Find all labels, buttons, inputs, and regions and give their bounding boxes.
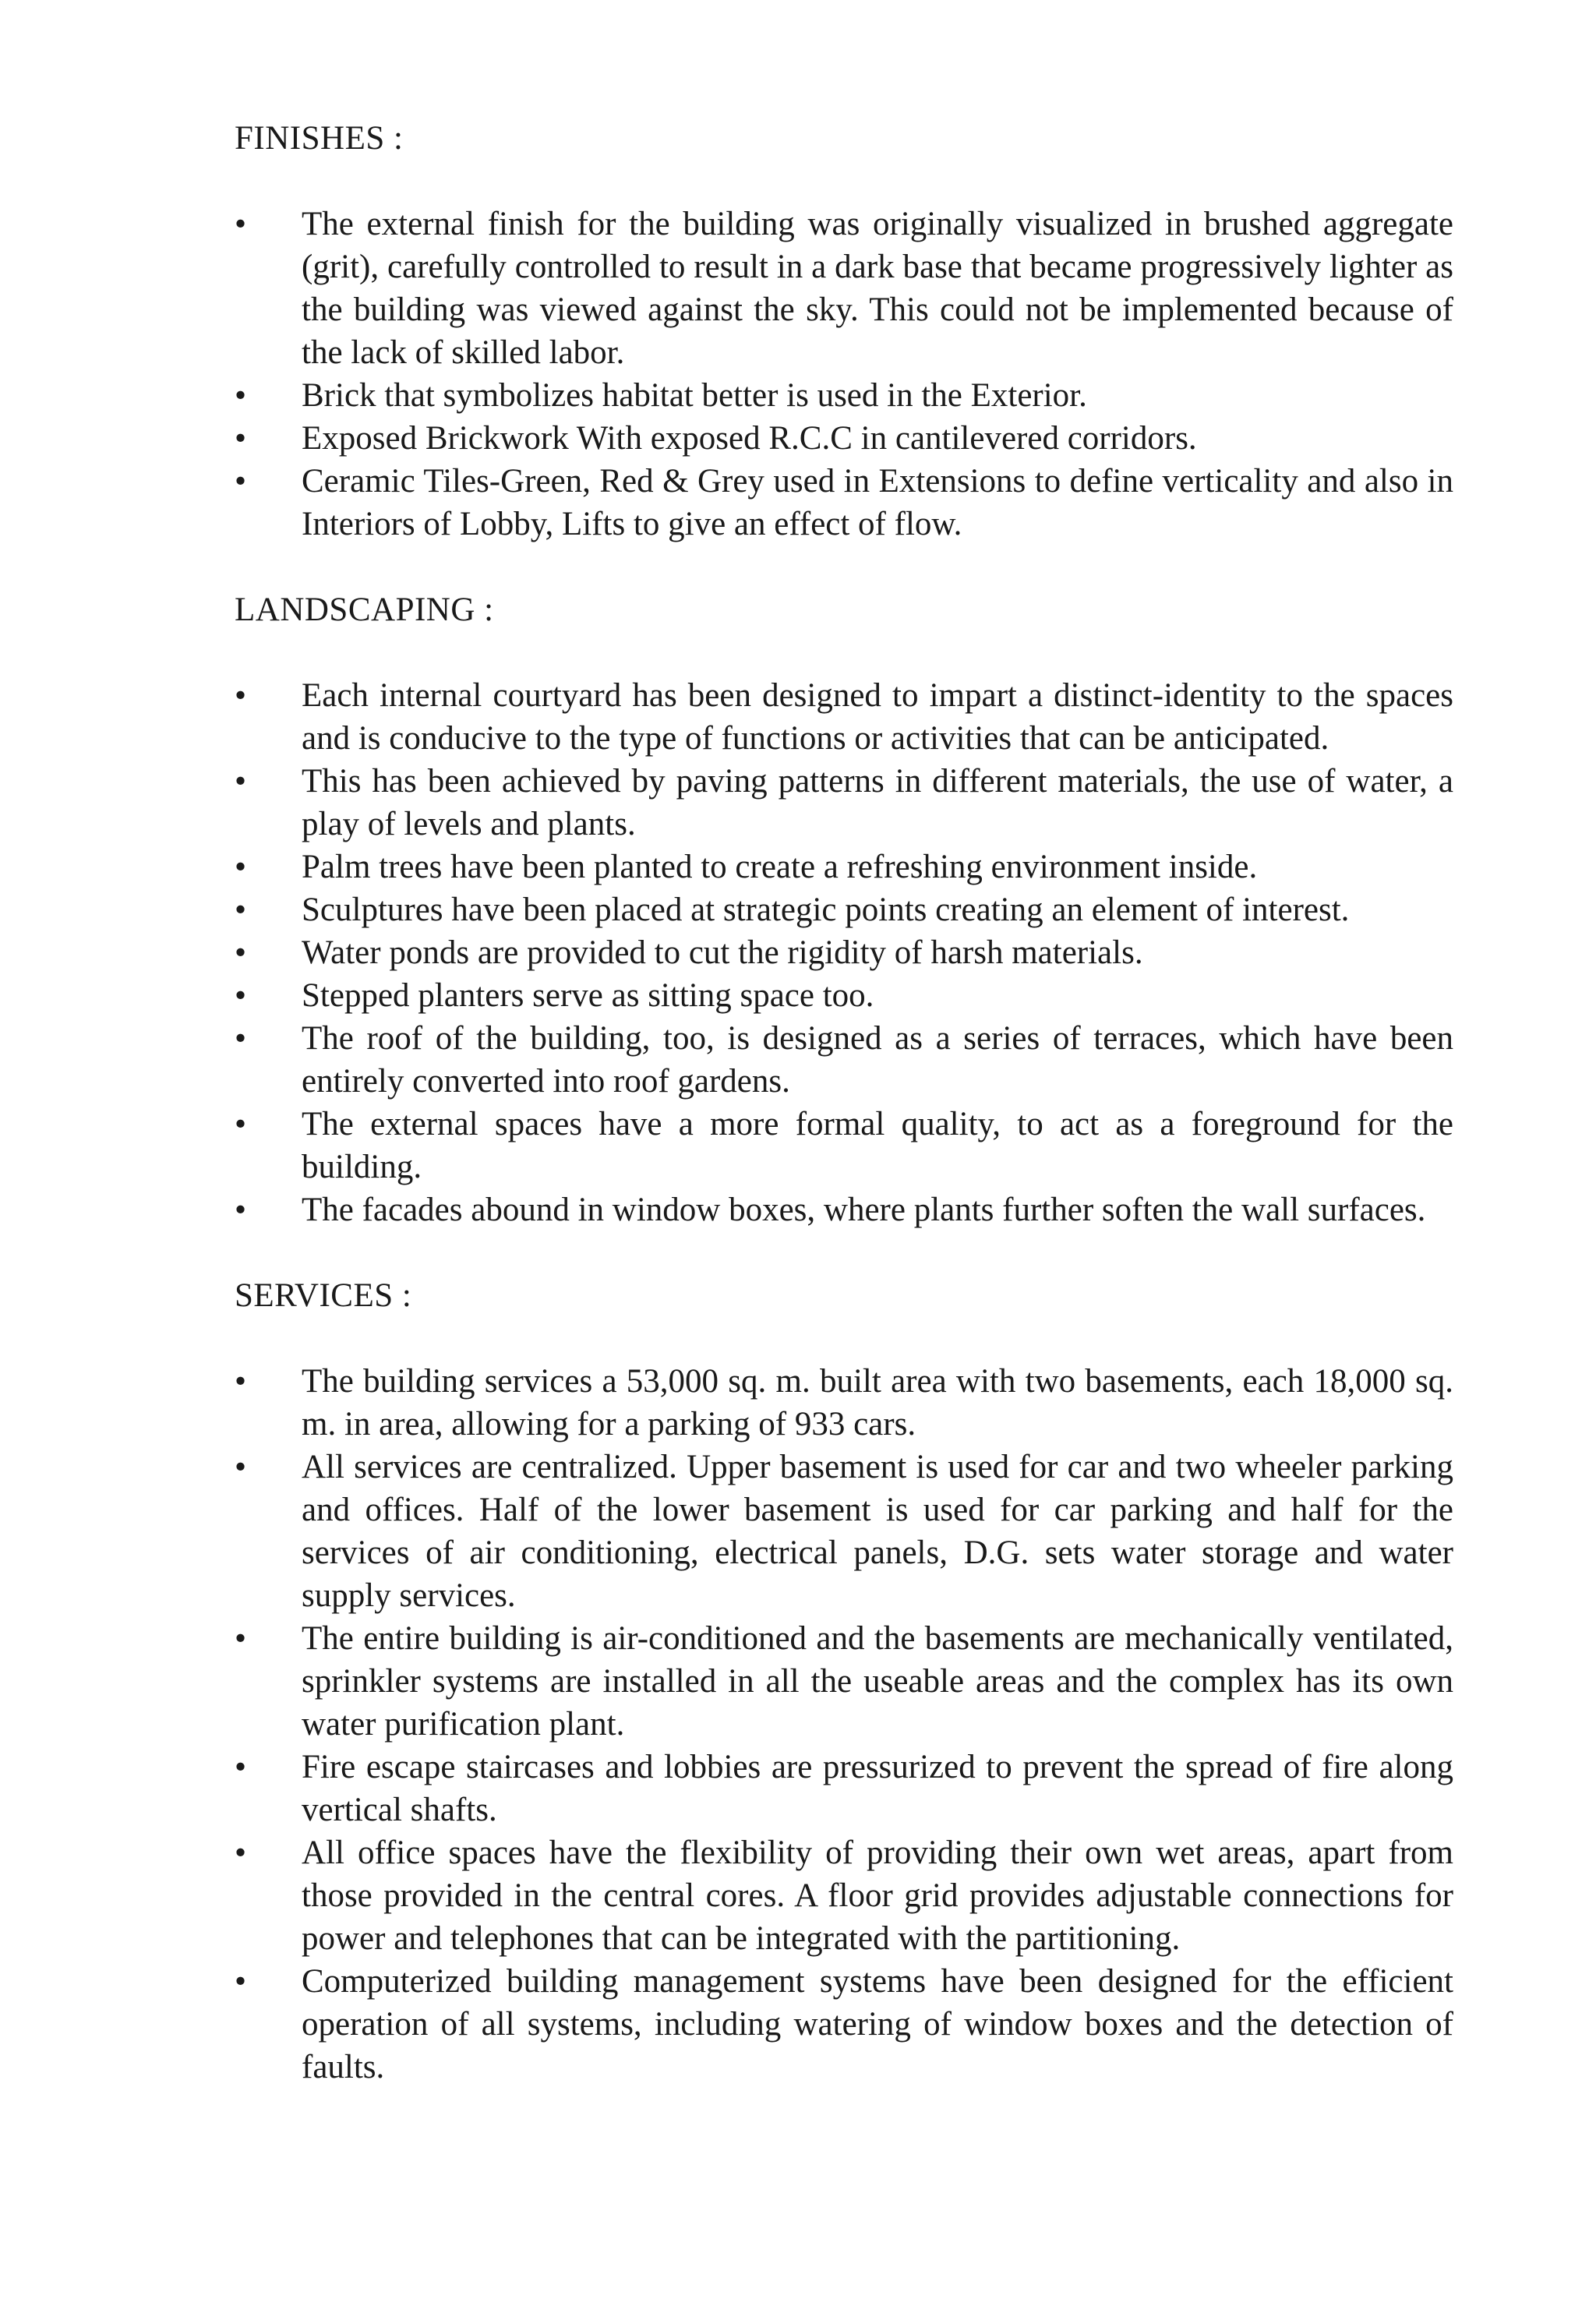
list-item	[235, 931, 1453, 974]
list-item	[235, 674, 1453, 760]
list-item-text: Palm trees have been planted to create a refreshing environment inside.	[302, 849, 1258, 885]
list-item-text: Stepped planters serve as sitting space too.	[302, 977, 874, 1014]
list-item-text: Computerized building management systems have been designed for the efficient operation of all systems, including watering of window boxes and the detection of faults.	[302, 1963, 1453, 2085]
list-item-text: Sculptures have been placed at strategic points creating an element of interest.	[302, 892, 1350, 928]
bullet-icon: •	[235, 1449, 247, 1485]
bullet-icon: •	[235, 420, 247, 457]
bullet-icon: •	[235, 892, 247, 928]
bullet-icon: •	[235, 1363, 247, 1400]
bullet-list-finishes	[235, 203, 1453, 546]
list-item-text: The external finish for the building was originally visualized in brushed aggregate (grit), carefully controlled to result in a dark base that became progressively lighter as the building was viewed against the sky. This could not be implemented because of the lack of skilled labor.	[302, 206, 1453, 371]
bullet-icon: •	[235, 1963, 247, 2000]
list-item	[235, 203, 1453, 374]
list-item	[235, 1446, 1453, 1617]
bullet-list-services	[235, 1360, 1453, 2089]
list-item	[235, 1960, 1453, 2089]
list-item-text: Water ponds are provided to cut the rigidity of harsh materials.	[302, 934, 1143, 971]
bullet-icon: •	[235, 377, 247, 414]
list-item-text: The entire building is air-conditioned and the basements are mechanically ventilated, sprinkler systems are installed in all the useable areas and the complex has its own water purification plant.	[302, 1620, 1453, 1743]
list-item-text: The facades abound in window boxes, where plants further soften the wall surfaces.	[302, 1192, 1426, 1228]
bullet-icon: •	[235, 1620, 247, 1657]
bullet-icon: •	[235, 677, 247, 714]
list-item-text: The external spaces have a more formal quality, to act as a foreground for the building.	[302, 1106, 1453, 1185]
bullet-icon: •	[235, 763, 247, 800]
list-item	[235, 1746, 1453, 1831]
bullet-icon: •	[235, 977, 247, 1014]
bullet-icon: •	[235, 1106, 247, 1142]
bullet-icon: •	[235, 934, 247, 971]
list-item-text: The roof of the building, too, is designed as a series of terraces, which have been entirely converted into roof gardens.	[302, 1020, 1453, 1100]
list-item	[235, 460, 1453, 546]
list-item-text: All services are centralized. Upper basement is used for car and two wheeler parking and offices. Half of the lower basement is used for car parking and half for the services of air conditioning, electrical panels, D.G. sets water storage and water supply services.	[302, 1449, 1453, 1614]
bullet-icon: •	[235, 206, 247, 242]
list-item	[235, 1188, 1453, 1231]
list-item	[235, 374, 1453, 417]
document-page	[235, 117, 1453, 2089]
list-item	[235, 888, 1453, 931]
list-item	[235, 1360, 1453, 1446]
bullet-icon: •	[235, 1192, 247, 1228]
list-item-text: The building services a 53,000 sq. m. built area with two basements, each 18,000 sq. m. in area, allowing for a parking of 933 cars.	[302, 1363, 1453, 1443]
list-item-text: Fire escape staircases and lobbies are pressurized to prevent the spread of fire along vertical shafts.	[302, 1749, 1453, 1828]
list-item-text: Brick that symbolizes habitat better is used in the Exterior.	[302, 377, 1087, 414]
list-item	[235, 417, 1453, 460]
list-item	[235, 1831, 1453, 1960]
list-item-text: All office spaces have the flexibility of providing their own wet areas, apart from those provided in the central cores. A floor grid provides adjustable connections for power and telephones that can be integrated with the partitioning.	[302, 1835, 1453, 1957]
section-heading-landscaping: LANDSCAPING :	[235, 592, 494, 628]
bullet-icon: •	[235, 463, 247, 500]
bullet-icon: •	[235, 1835, 247, 1871]
list-item	[235, 1103, 1453, 1188]
list-item-text: Ceramic Tiles-Green, Red & Grey used in Extensions to define verticality and also in Interiors of Lobby, Lifts to give an effect of flow.	[302, 463, 1453, 542]
section-heading-services: SERVICES :	[235, 1277, 412, 1314]
list-item	[235, 760, 1453, 846]
list-item-text: Each internal courtyard has been designed to impart a distinct-identity to the spaces and is conducive to the type of functions or activities that can be anticipated.	[302, 677, 1453, 757]
bullet-icon: •	[235, 1749, 247, 1785]
bullet-icon: •	[235, 849, 247, 885]
list-item	[235, 846, 1453, 888]
list-item	[235, 1017, 1453, 1103]
list-item	[235, 1617, 1453, 1746]
list-item-text: Exposed Brickwork With exposed R.C.C in cantilevered corridors.	[302, 420, 1197, 457]
bullet-list-landscaping	[235, 674, 1453, 1231]
list-item	[235, 974, 1453, 1017]
section-heading-finishes: FINISHES :	[235, 120, 404, 157]
bullet-icon: •	[235, 1020, 247, 1057]
list-item-text: This has been achieved by paving patterns in different materials, the use of water, a play of levels and plants.	[302, 763, 1453, 842]
